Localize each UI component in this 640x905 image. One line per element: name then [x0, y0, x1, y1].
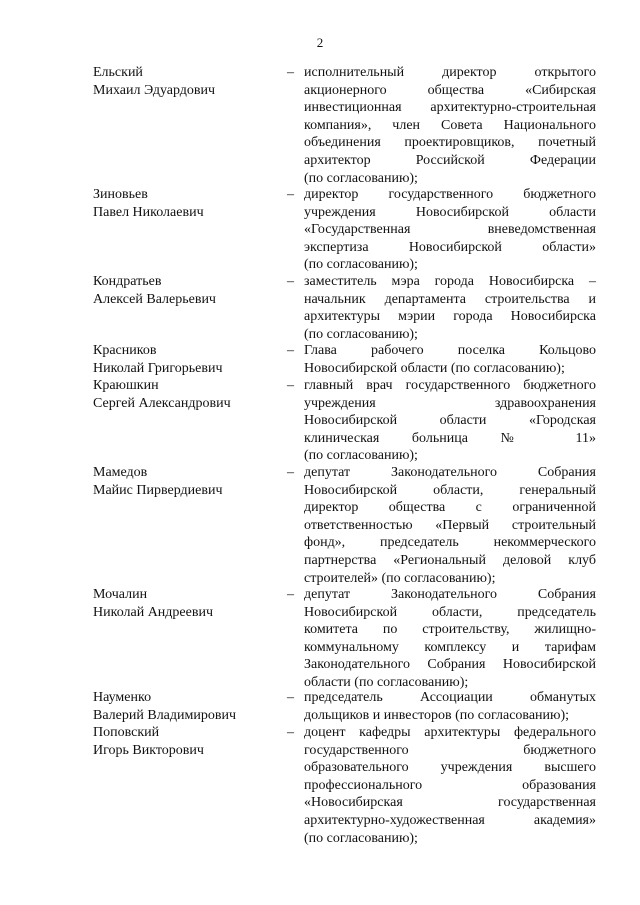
position-line: Законодательного Собрания Новосибирской	[304, 657, 596, 673]
member-position	[304, 689, 596, 724]
member-dash: –	[287, 587, 294, 602]
position-line: (по согласованию);	[304, 830, 418, 846]
position-line: государственного бюджетного	[304, 742, 596, 758]
position-line: исполнительный директор открытого	[304, 65, 596, 80]
position-line: председатель Ассоциации обманутых	[304, 690, 596, 705]
position-line: начальник департамента строительства и	[304, 291, 596, 307]
position-line: комитета по строительству, жилищно-	[304, 622, 596, 638]
position-line: «Новосибирская государственная	[304, 795, 596, 811]
member-given-names: Николай Григорьевич	[93, 360, 223, 376]
position-line: акционерного общества «Сибирская	[304, 82, 596, 98]
member-name	[93, 342, 278, 377]
position-line: дольщиков и инвесторов (по согласованию);	[304, 707, 570, 723]
member-dash: –	[287, 274, 294, 289]
position-line: (по согласованию);	[304, 257, 418, 273]
member-dash: –	[287, 65, 294, 80]
member-given-names: Алексей Валерьевич	[93, 291, 216, 307]
member-name	[93, 464, 278, 499]
position-line: Новосибирской области (по согласованию);	[304, 360, 565, 376]
member-given-names: Михаил Эдуардович	[93, 82, 216, 98]
position-line: профессионального образования	[304, 777, 596, 793]
position-line: ответственностью «Первый строительный	[304, 517, 596, 533]
member-name	[93, 586, 278, 621]
member-position	[304, 464, 596, 587]
member-surname: Мамедов	[93, 465, 148, 480]
member-surname: Мочалин	[93, 587, 148, 602]
position-line: строителей» (по согласованию);	[304, 570, 496, 586]
position-line: учреждения Новосибирской области	[304, 204, 596, 220]
position-line: фонд», председатель некоммерческого	[304, 535, 596, 551]
page-number: 2	[316, 35, 324, 50]
member-position	[304, 64, 596, 187]
position-line: Новосибирской области «Городская	[304, 413, 596, 429]
member-surname: Зиновьев	[93, 187, 148, 202]
position-line: области (по согласованию);	[304, 674, 469, 690]
position-line: учреждения здравоохранения	[304, 395, 596, 411]
member-position	[304, 186, 596, 274]
position-line: Новосибирской области, генеральный	[304, 482, 596, 498]
member-name	[93, 186, 278, 221]
member-given-names: Валерий Владимирович	[93, 707, 237, 723]
position-line: Новосибирской области, председатель	[304, 604, 596, 620]
position-line: депутат Законодательного Собрания	[304, 465, 596, 480]
member-dash: –	[287, 187, 294, 202]
member-position	[304, 273, 596, 343]
position-line: компания», член Совета Национального	[304, 117, 596, 133]
member-name	[93, 377, 278, 412]
position-line: архитектор Российской Федерации	[304, 152, 596, 168]
position-line: клиническая больница № 11»	[304, 430, 596, 446]
position-line: объединения проектировщиков, почетный	[304, 135, 596, 151]
member-position	[304, 377, 596, 465]
position-line: депутат Законодательного Собрания	[304, 587, 596, 602]
position-line: директор государственного бюджетного	[304, 187, 596, 202]
member-name	[93, 273, 278, 308]
position-line: директор общества с ограниченной	[304, 500, 596, 516]
position-line: заместитель мэра города Новосибирска –	[304, 274, 596, 289]
member-name	[93, 64, 278, 99]
member-surname: Краюшкин	[93, 378, 159, 393]
member-dash: –	[287, 690, 294, 705]
position-line: (по согласованию);	[304, 326, 418, 342]
position-line: Глава рабочего поселка Кольцово	[304, 343, 596, 358]
member-surname: Кондратьев	[93, 274, 162, 289]
position-line: архитектурно-художественная академия»	[304, 812, 596, 828]
member-dash: –	[287, 343, 294, 358]
member-given-names: Николай Андреевич	[93, 604, 213, 620]
member-given-names: Павел Николаевич	[93, 204, 204, 220]
member-surname: Ельский	[93, 65, 143, 80]
position-line: главный врач государственного бюджетного	[304, 378, 596, 393]
member-given-names: Майис Пирвердиевич	[93, 482, 223, 498]
member-position	[304, 724, 596, 847]
position-line: партнерства «Региональный деловой клуб	[304, 552, 596, 568]
member-surname: Науменко	[93, 690, 152, 705]
member-position	[304, 342, 596, 377]
member-surname: Поповский	[93, 725, 160, 740]
member-dash: –	[287, 725, 294, 740]
member-given-names: Игорь Викторович	[93, 742, 204, 758]
member-given-names: Сергей Александрович	[93, 395, 231, 411]
position-line: доцент кафедры архитектуры федерального	[304, 725, 596, 740]
position-line: экспертиза Новосибирской области»	[304, 239, 596, 255]
member-name	[93, 689, 278, 724]
member-dash: –	[287, 465, 294, 480]
position-line: (по согласованию);	[304, 448, 418, 464]
member-dash: –	[287, 378, 294, 393]
position-line: «Государственная вневедомственная	[304, 222, 596, 238]
member-name	[93, 724, 278, 759]
position-line: (по согласованию);	[304, 170, 418, 186]
position-line: архитектуры мэрии города Новосибирска	[304, 309, 596, 325]
position-line: инвестиционная архитектурно-строительная	[304, 100, 596, 116]
member-position	[304, 586, 596, 692]
position-line: коммунальному комплексу и тарифам	[304, 639, 596, 655]
member-surname: Красников	[93, 343, 157, 358]
position-line: образовательного учреждения высшего	[304, 760, 596, 776]
